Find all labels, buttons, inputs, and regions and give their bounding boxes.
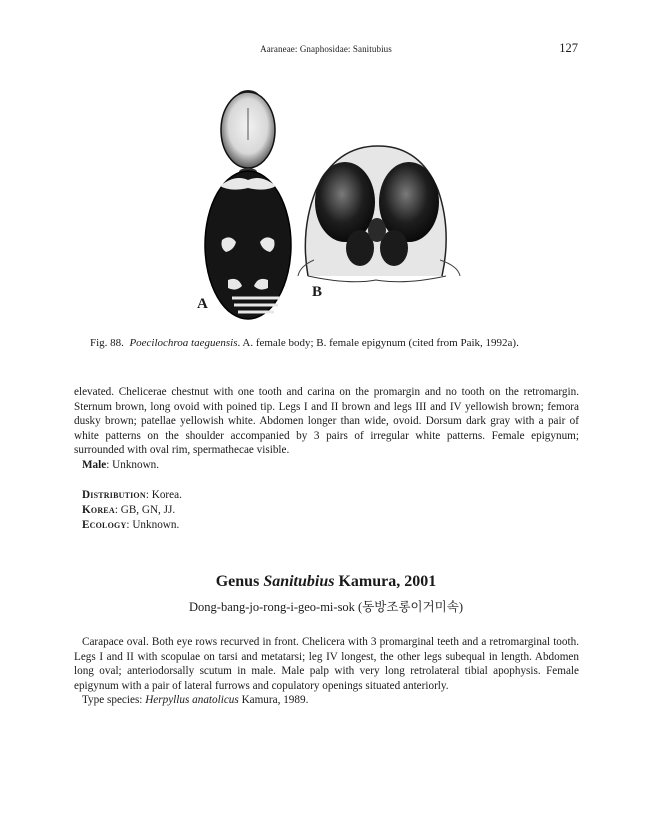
caption-species: Poecilochroa taeguensis — [129, 337, 238, 349]
genus-description-text: Carapace oval. Both eye rows recurved in front. Chelicera with 3 promarginal teeth and a retromarginal tooth. Legs I and II with scopulae on tarsi and metatarsi; leg IV longest, the other legs subequal in length. Abdomen long oval; anteriodorsally scutum in male. Male palp with very long retrolateral tibial apophysis. Female epigynum with a pair of lateral furrows and copulatory openings situated anteriorly. — [74, 636, 579, 692]
genus-subtitle: Dong-bang-jo-rong-i-geo-mi-sok (동방조롱이거미속) — [189, 600, 463, 614]
male-line: Male: Unknown. — [82, 458, 160, 471]
epigynum-drawing — [298, 146, 460, 282]
korea-line: Korea: GB, GN, JJ. — [82, 504, 176, 517]
genus-heading: Genus Sanitubius Kamura, 2001 — [215, 573, 437, 590]
distribution-line: Distribution: Korea. — [82, 489, 182, 501]
ecology-line: Ecology: Unknown. — [82, 519, 180, 532]
figure-label-a: A — [197, 296, 208, 312]
running-head: Aaraneae: Gnaphosidae: Sanitubius — [260, 44, 392, 54]
figure-label-b: B — [312, 284, 323, 300]
page-number: 127 — [559, 41, 578, 55]
spider-body-drawing — [205, 90, 291, 319]
figure-illustration — [140, 80, 520, 330]
species-metadata — [82, 488, 482, 534]
figure-caption: Fig. 88. Poecilochroa taeguensis. A. female body; B. female epigynum (cited from Paik, 1992a). — [90, 337, 519, 349]
description-text: elevated. Chelicerae chestnut with one tooth and carina on the promargin and no tooth on the retromargin. Sternum brown, long ovoid with poined tip. Legs I and II brown and legs III and IV yellowish brown; femora dusky brown; patellae yellowish white. Abdomen longer than wide, ovoid. Dorsum dark gray with a pair of white patterns on the shoulder accompanied by 3 pairs of irregular white patterns. Female epigynum; surrounded with oval rim, spermathecae visible. — [74, 386, 579, 457]
genus-description — [74, 635, 579, 708]
type-species-line: Type species: Herpyllus anatolicus Kamura, 1989. — [82, 694, 309, 707]
species-description — [74, 385, 579, 473]
